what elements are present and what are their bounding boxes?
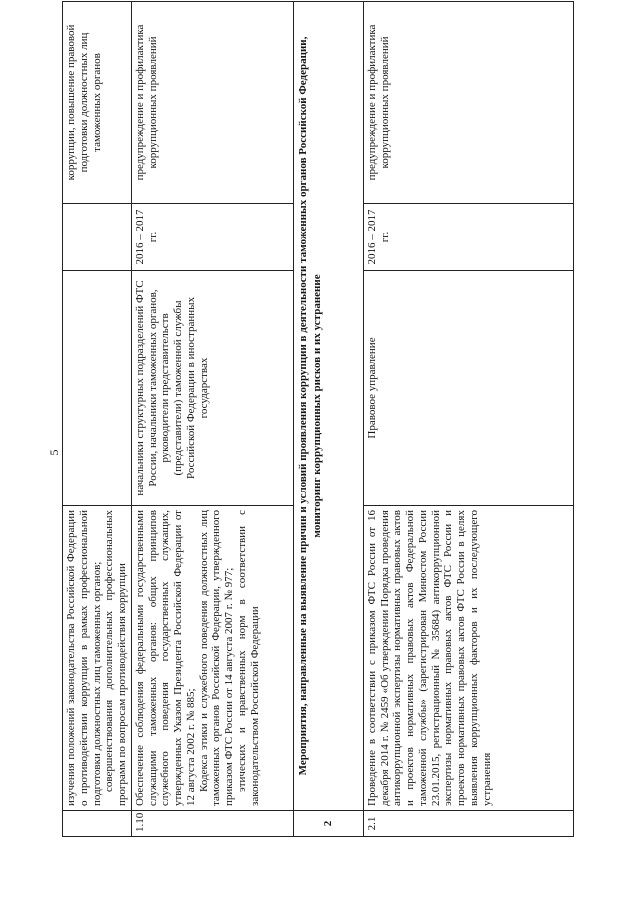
term-cell xyxy=(63,204,132,271)
section-number: 2 xyxy=(293,811,363,837)
event-cell: Проведение в соответствии с приказом ФТС России от 16 декабря 2014 г. № 2459 «Об утверждении Порядка проведения антикоррупционной экспертизы нормативных правовых актов и проектов нормативных правовых актов Федеральной таможенной службы» (зарегистрирован Минюстом России 23.01.2015, регистрационный № 35684) антикоррупционной экспертизы нормативных правовых актов ФТС России и проектов нормативных правовых актов ФТС России в целях выявления коррупционных факторов и их последующего устранения xyxy=(363,506,573,811)
term-cell: 2016 – 2017 гг. xyxy=(363,204,573,271)
row-number: 2.1 xyxy=(363,811,573,837)
event-paragraph: этических и нравственных норм в соответствии с законодательством Российской Федерации xyxy=(235,510,261,806)
result-cell: коррупции, повышение правовой подготовки должностных лиц таможенных органов xyxy=(63,2,132,204)
table-row xyxy=(131,2,293,837)
event-paragraph: Кодекса этики и служебного поведения должностных лиц таможенных органов Российской Федерации, утвержденного приказом ФТС России от 14 августа 2007 г. № 977; xyxy=(197,510,235,806)
event-cell xyxy=(63,506,132,811)
page-number: 5 xyxy=(47,449,61,456)
event-cell xyxy=(131,506,293,811)
table-row xyxy=(363,2,573,837)
responsible-cell: Правовое управление xyxy=(363,271,573,506)
responsible-cell: начальники структурных подразделений ФТС России, начальники таможенных органов, руководители представительств (представители) таможенной службы Российской Федерации в иностранных государствах xyxy=(131,271,293,506)
event-paragraph: совершенствования дополнительных профессиональных программ по вопросам противодействия коррупции xyxy=(103,510,128,806)
responsible-cell xyxy=(63,271,132,506)
section-title: Мероприятия, направленные на выявление причин и условий проявления коррупции в деятельности таможенных органов Российской Федерации, мониторинг коррупционных рисков и их устранение xyxy=(293,2,363,811)
result-cell: предупреждение и профилактика коррупционных проявлений xyxy=(363,2,573,204)
result-cell: предупреждение и профилактика коррупционных проявлений xyxy=(131,2,293,204)
section-header-row xyxy=(293,2,363,837)
row-number: 1.10 xyxy=(131,811,293,837)
event-paragraph: Обеспечение соблюдения федеральными государственными служащими таможенных органов: общих принципов служебного поведения государственных служащих, утвержденных Указом Президента Российской Федерации от 12 августа 2002 г. № 885; xyxy=(133,510,197,806)
anticorruption-measures-table xyxy=(62,1,574,837)
table-row xyxy=(63,2,132,837)
event-paragraph: изучения положений законодательства Российской Федерации о противодействии коррупции в рамках профессиональной подготовки должностных лиц таможенных органов; xyxy=(65,510,103,806)
row-number xyxy=(63,811,132,837)
term-cell: 2016 – 2017 гг. xyxy=(131,204,293,271)
